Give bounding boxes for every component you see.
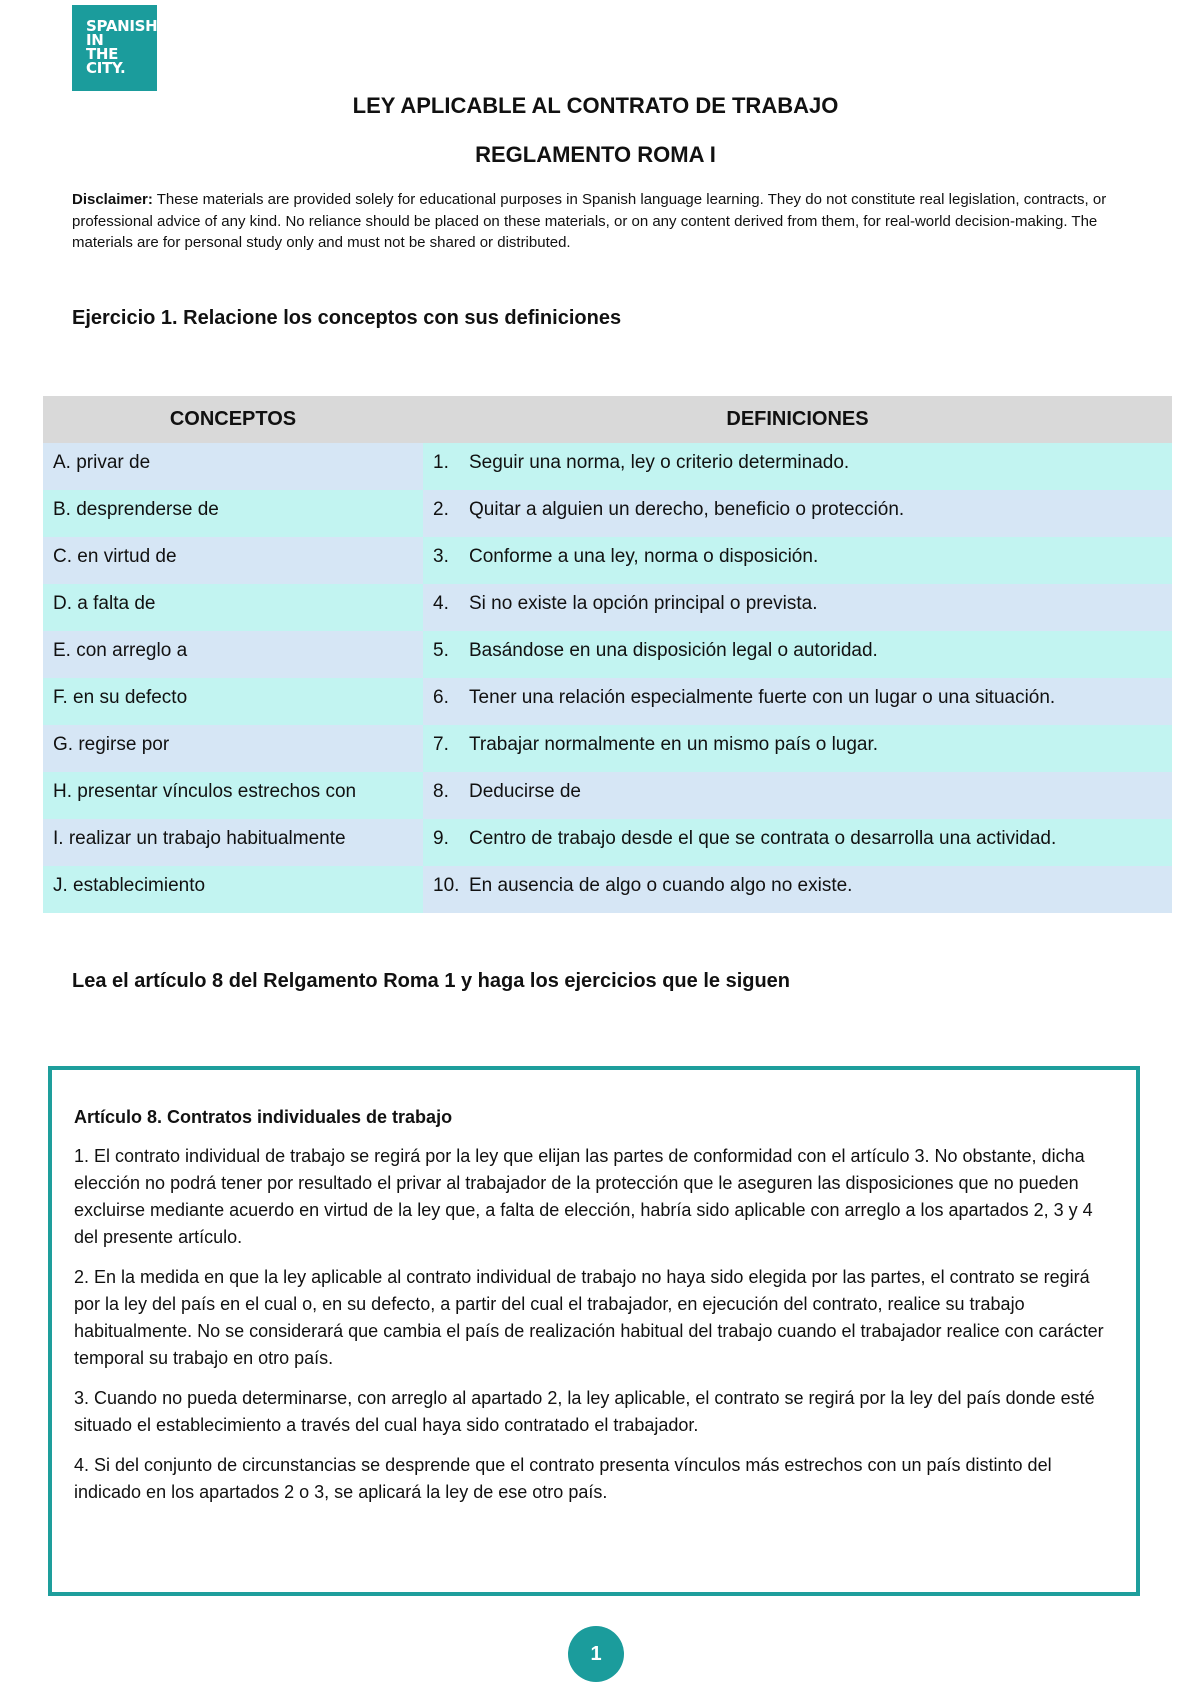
definition-cell: [423, 725, 1172, 772]
matching-table: [43, 396, 1172, 913]
disclaimer: [72, 189, 1122, 254]
definition-cell: [423, 772, 1172, 819]
concept-cell: G. regirse por: [43, 725, 423, 772]
concept-cell: J. establecimiento: [43, 866, 423, 913]
concept-cell: B. desprenderse de: [43, 490, 423, 537]
definition-number: 4.: [433, 593, 449, 614]
article-box: [48, 1066, 1140, 1596]
article-paragraph: 1. El contrato individual de trabajo se regirá por la ley que elijan las partes de conformidad con el artículo 3. No obstante, dicha elección no podrá tener por resultado el privar al trabajador de la protección que le aseguren las disposiciones que no pueden excluirse mediante acuerdo en virtud de la ley que, a falta de elección, habría sido aplicable con arreglo a los apartados 2, 3 y 4 del presente artículo.: [74, 1146, 1093, 1247]
definition-number: 7.: [433, 734, 449, 755]
definition-text: Trabajar normalmente en un mismo país o lugar.: [469, 734, 879, 755]
definition-cell: [423, 537, 1172, 584]
definition-text: Conforme a una ley, norma o disposición.: [469, 546, 819, 567]
definition-text: Si no existe la opción principal o prevista.: [469, 593, 818, 614]
concept-cell: C. en virtud de: [43, 537, 423, 584]
definition-number: 9.: [433, 828, 449, 849]
concept-cell: D. a falta de: [43, 584, 423, 631]
disclaimer-label: Disclaimer:: [72, 191, 153, 208]
definition-text: Quitar a alguien un derecho, beneficio o protección.: [469, 499, 905, 520]
page-number: 1: [568, 1626, 624, 1682]
definition-text: Basándose en una disposición legal o autoridad.: [469, 640, 878, 661]
logo-line: IN: [86, 31, 104, 49]
definition-number: 5.: [433, 640, 449, 661]
table-row: [43, 631, 1172, 678]
definition-cell: [423, 490, 1172, 537]
exercise-heading: Ejercicio 1. Relacione los conceptos con sus definiciones: [72, 307, 622, 329]
table-row: [43, 443, 1172, 490]
article-paragraph: 4. Si del conjunto de circunstancias se desprende que el contrato presenta vínculos más estrechos con un país distinto del indicado en los apartados 2 o 3, se aplicará la ley de ese otro país.: [74, 1455, 1052, 1502]
definition-text: Centro de trabajo desde el que se contrata o desarrolla una actividad.: [469, 828, 1057, 849]
definition-cell: [423, 678, 1172, 725]
definition-cell: [423, 866, 1172, 913]
document-title: LEY APLICABLE AL CONTRATO DE TRABAJO: [352, 93, 839, 118]
concept-cell: A. privar de: [43, 443, 423, 490]
definition-cell: [423, 819, 1172, 866]
concept-cell: I. realizar un trabajo habitualmente: [43, 819, 423, 866]
logo-line: SPANISH: [86, 17, 158, 35]
definition-text: Seguir una norma, ley o criterio determinado.: [469, 452, 850, 473]
reading-heading: Lea el artículo 8 del Relgamento Roma 1 y haga los ejercicios que le siguen: [72, 970, 791, 992]
logo-line: THE: [86, 45, 119, 63]
logo-line: CITY.: [86, 59, 126, 77]
definition-number: 1.: [433, 452, 449, 473]
definition-text: Deducirse de: [469, 781, 581, 802]
table-row: [43, 584, 1172, 631]
concept-cell: E. con arreglo a: [43, 631, 423, 678]
table-row: [43, 537, 1172, 584]
table-row: [43, 490, 1172, 537]
definition-cell: [423, 443, 1172, 490]
concept-cell: H. presentar vínculos estrechos con: [43, 772, 423, 819]
definition-text: En ausencia de algo o cuando algo no existe.: [469, 875, 853, 896]
definition-number: 8.: [433, 781, 449, 802]
logo: [72, 5, 157, 91]
document-subtitle: REGLAMENTO ROMA I: [475, 142, 716, 167]
article-paragraph: 3. Cuando no pueda determinarse, con arreglo al apartado 2, la ley aplicable, el contrato se regirá por la ley del país donde esté situado el establecimiento a través del cual haya sido contratado el trabajador.: [74, 1388, 1095, 1435]
definition-cell: [423, 584, 1172, 631]
definition-text: Tener una relación especialmente fuerte con un lugar o una situación.: [469, 687, 1056, 708]
table-row: [43, 866, 1172, 913]
table-row: [43, 678, 1172, 725]
concept-cell: F. en su defecto: [43, 678, 423, 725]
article-paragraph: 2. En la medida en que la ley aplicable al contrato individual de trabajo no haya sido elegida por las partes, el contrato se regirá por la ley del país en el cual o, en su defecto, a partir del cual el trabajador, en ejecución del contrato, realice su trabajo habitualmente. No se considerará que cambia el país de realización habitual del trabajo cuando el trabajador realice con carácter temporal su trabajo en otro país.: [74, 1267, 1104, 1368]
table-row: [43, 819, 1172, 866]
table-row: [43, 772, 1172, 819]
definition-number: 10.: [433, 875, 460, 896]
article-title: Artículo 8. Contratos individuales de trabajo: [74, 1107, 453, 1127]
definition-number: 2.: [433, 499, 449, 520]
definition-number: 3.: [433, 546, 449, 567]
table-row: [43, 725, 1172, 772]
definition-cell: [423, 631, 1172, 678]
header-definitions: DEFINICIONES: [423, 396, 1172, 443]
header-concepts: CONCEPTOS: [43, 396, 423, 443]
disclaimer-text: These materials are provided solely for educational purposes in Spanish language learning. They do not constitute real legislation, contracts, or professional advice of any kind. No reliance should be placed on these materials, or on any content derived from them, for real-world decision-making. The materials are for personal study only and must not be shared or distributed.: [72, 191, 1107, 251]
definition-number: 6.: [433, 687, 449, 708]
